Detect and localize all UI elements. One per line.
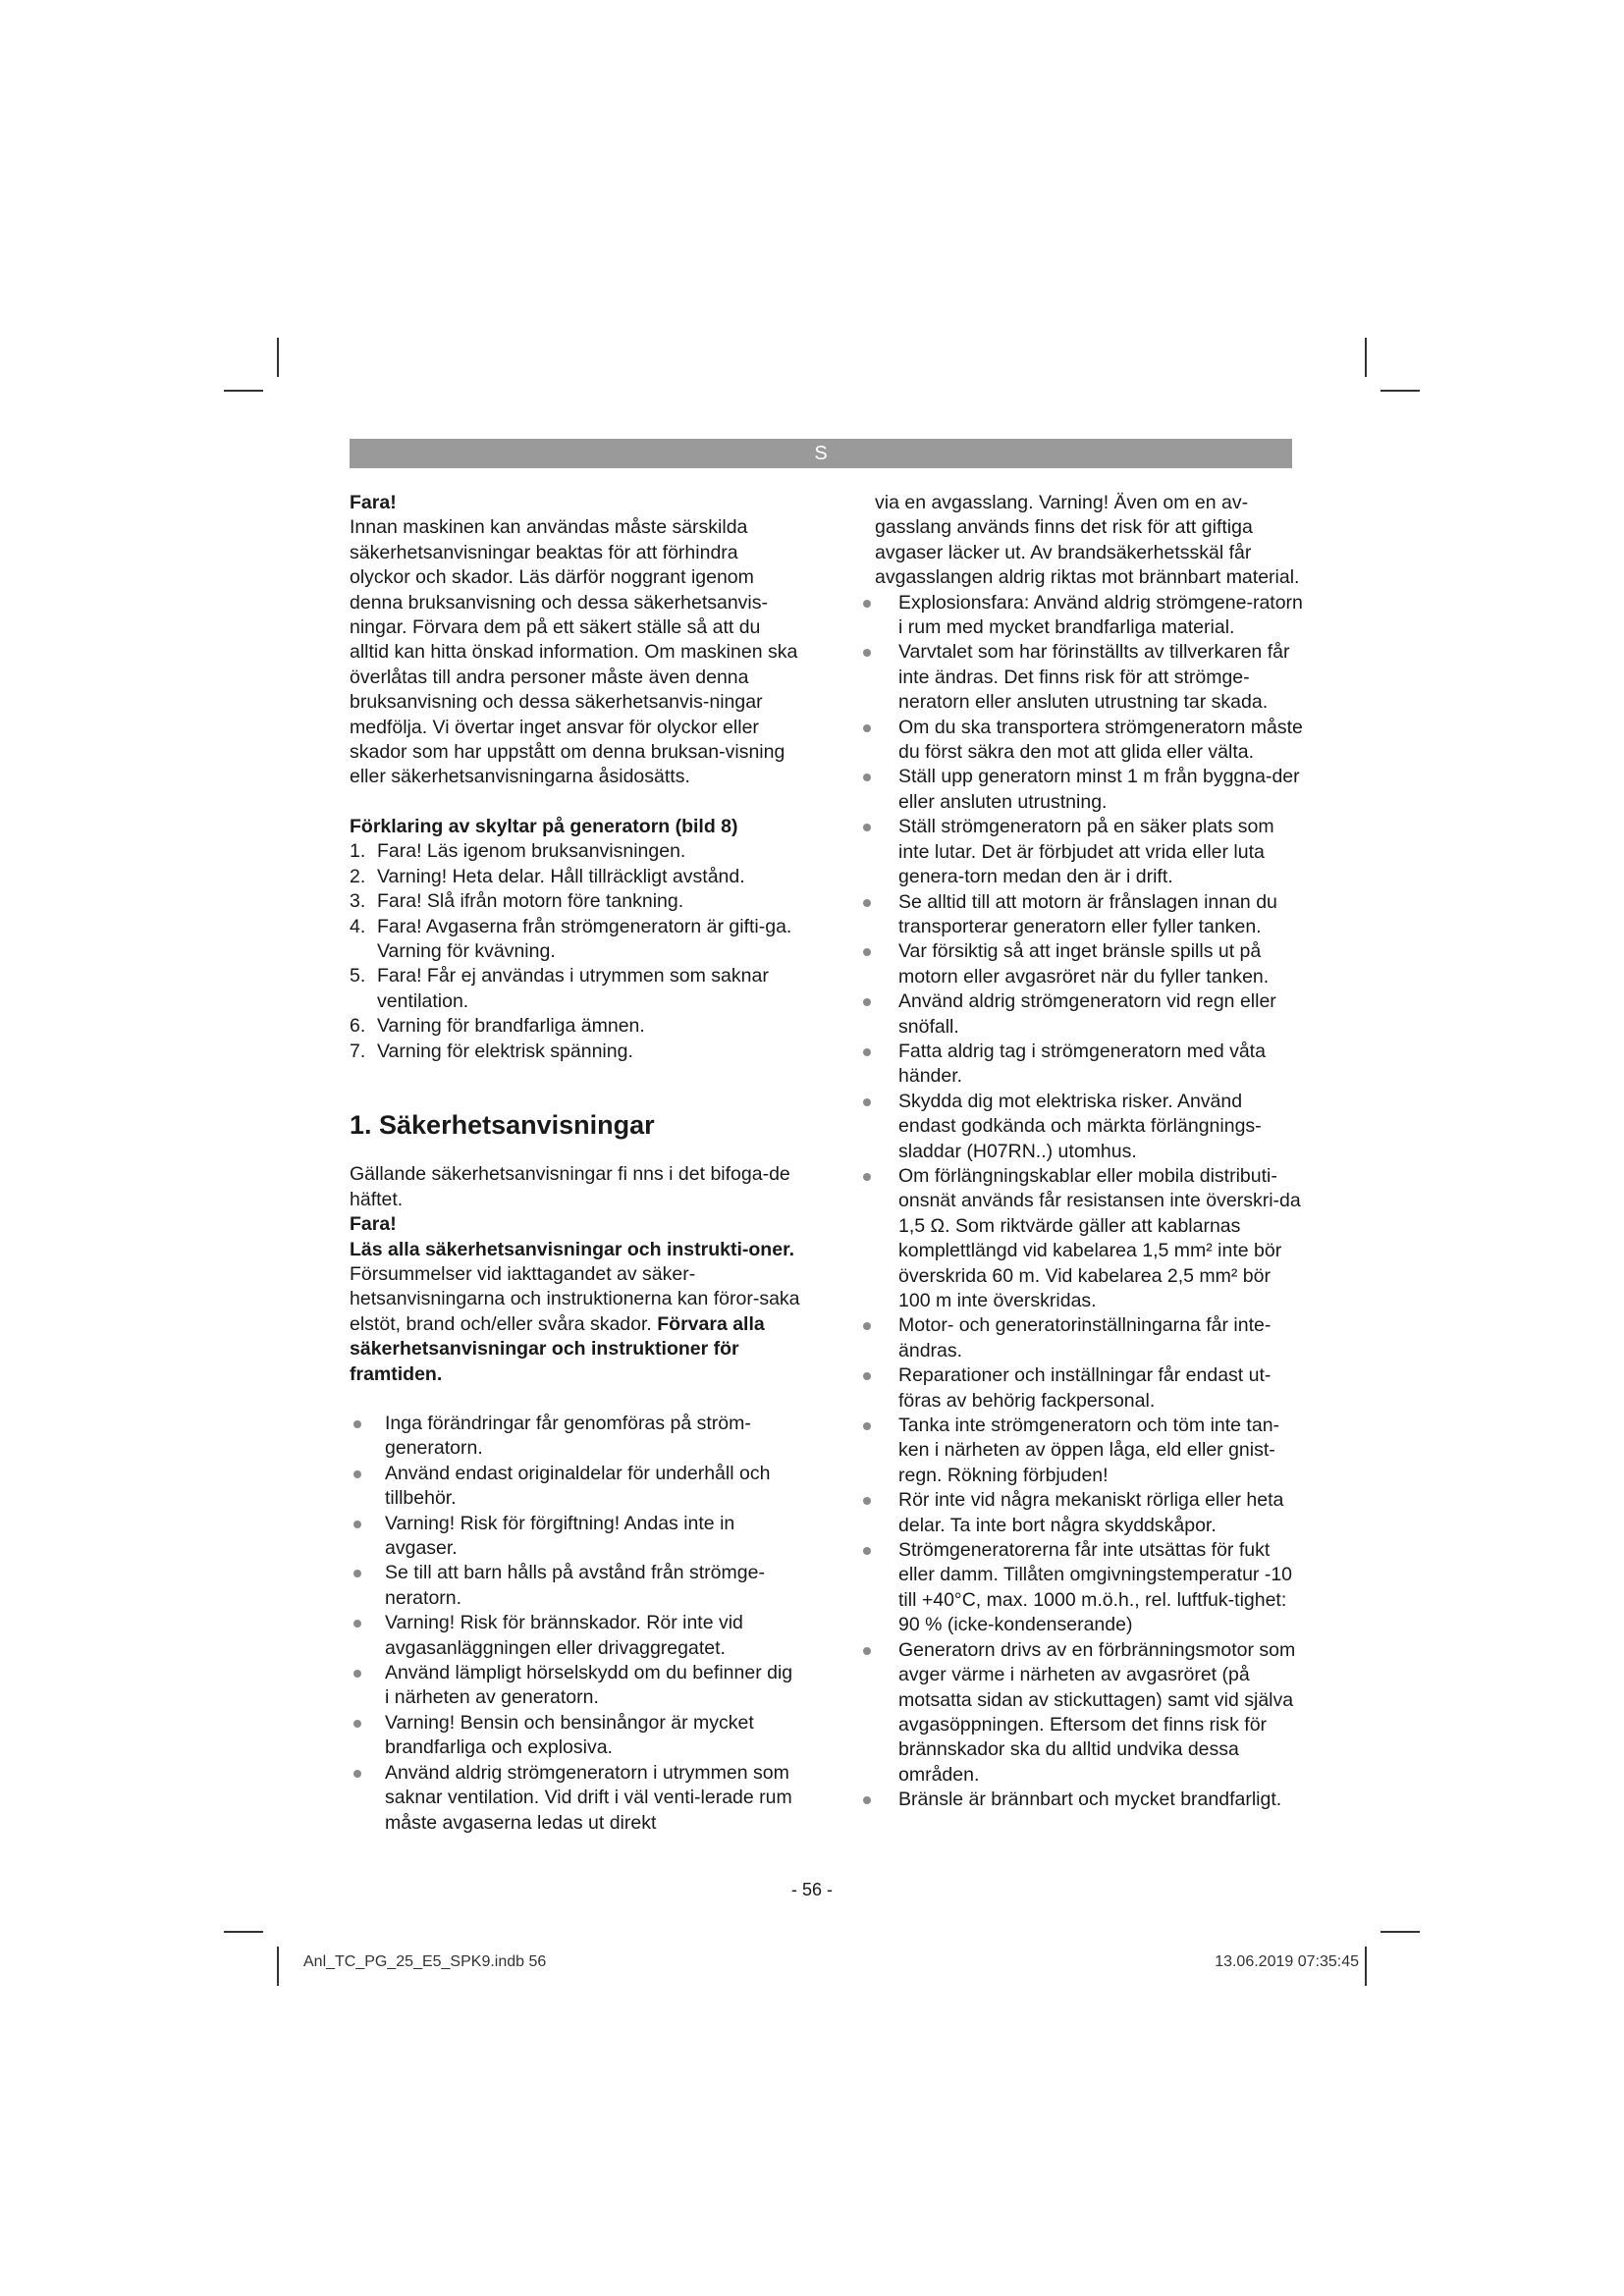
bullet-icon <box>353 1570 361 1577</box>
bullet-icon <box>353 1521 361 1528</box>
bullet-icon <box>863 1547 871 1555</box>
list-item: Generatorn drivs av en förbränningsmotor som avger värme i närheten av avgasröret (på motsatta sidan av stickuttagen) samt vid själva avgasöppningen. Eftersom det finns risk för brännskador ska du alltid undvika dessa områden. <box>861 1638 1303 1788</box>
list-item: Var försiktig så att inget bränsle spills ut på motorn eller avgasröret när du fyller tanken. <box>861 939 1303 989</box>
bullet-icon <box>353 1670 361 1678</box>
list-item: 6. Varning för brandfarliga ämnen. <box>350 1015 645 1038</box>
list-item: Varning! Risk för förgiftning! Andas inte in avgaser. <box>350 1512 801 1562</box>
list-item: Om du ska transportera strömgeneratorn måste du först säkra den mot att glida eller välta. <box>861 716 1303 766</box>
bullet-icon <box>353 1720 361 1728</box>
language-code: S <box>814 443 828 464</box>
list-item: Om förlängningskablar eller mobila distributi-onsnät används får resistansen inte överskri-da 1,5 Ω. Som riktvärde gäller att kablarnas komplettlängd vid kabelarea 1,5 mm² inte bör överskrida 60 m. Vid kabelarea 2,5 mm² bör 100 m inte överskridas. <box>861 1164 1303 1313</box>
crop-mark <box>224 1931 263 1933</box>
crop-mark <box>224 390 263 392</box>
continuation-text: via en avgasslang. Varning! Även om en av-gasslang används finns det risk för att giftiga avgaser läcker ut. Av brandsäkerhetsskäl får avgasslangen aldrig riktas mot brännbart material. <box>875 492 1300 589</box>
keep-instructions-bold: Förvara alla säkerhetsanvisningar och instruktioner för framtiden. <box>350 1312 765 1385</box>
bullet-icon <box>863 649 871 657</box>
safety-bullets-left <box>350 1412 801 1836</box>
list-item: Se alltid till att motorn är frånslagen innan du transporterar generatorn eller fyller tanken. <box>861 890 1303 940</box>
safety-bullets-right <box>861 591 1303 1813</box>
footer-datetime: 13.06.2019 07:35:45 <box>1215 1953 1359 1970</box>
bullet-icon <box>353 1770 361 1778</box>
list-item: 3. Fara! Slå ifrån motorn före tankning. <box>350 890 684 913</box>
footer-file: Anl_TC_PG_25_E5_SPK9.indb 56 <box>303 1953 547 1970</box>
list-item: 5. Fara! Får ej användas i utrymmen som saknar ventilation. <box>350 965 769 1012</box>
labels-list <box>350 839 801 1064</box>
list-item: 7. Varning för elektrisk spänning. <box>350 1040 633 1062</box>
list-item: Explosionsfara: Använd aldrig strömgene-ratorn i rum med mycket brandfarliga material. <box>861 591 1303 641</box>
section-title: 1. Säkerhetsanvisningar <box>350 1109 655 1140</box>
list-item: Se till att barn hålls på avstånd från strömge-neratorn. <box>350 1561 801 1611</box>
crop-mark <box>1365 1947 1367 1986</box>
bullet-icon <box>863 1647 871 1655</box>
crop-mark <box>277 1947 279 1986</box>
bullet-icon <box>353 1420 361 1428</box>
danger-title: Fara! <box>350 492 397 513</box>
list-item: Bränsle är brännbart och mycket brandfarligt. <box>861 1788 1303 1812</box>
bullet-icon <box>353 1620 361 1628</box>
bullet-icon <box>863 1497 871 1505</box>
crop-mark <box>1380 1931 1420 1933</box>
danger-title-2: Fara! <box>350 1213 397 1236</box>
bullet-icon <box>863 774 871 781</box>
read-all-bold: Läs alla säkerhetsanvisningar och instrukti-oner. <box>350 1238 794 1260</box>
list-item: 2. Varning! Heta delar. Håll tillräckligt avstånd. <box>350 865 745 887</box>
list-item: Ställ upp generatorn minst 1 m från byggna-der eller ansluten utrustning. <box>861 765 1303 815</box>
list-item: Inga förändringar får genomföras på ström-generatorn. <box>350 1412 801 1462</box>
crop-mark <box>277 338 279 377</box>
list-item: Motor- och generatorinställningarna får inte-ändras. <box>861 1313 1303 1363</box>
bullet-icon <box>863 1796 871 1804</box>
bullet-icon <box>353 1470 361 1478</box>
bullet-icon <box>863 1422 871 1430</box>
list-item: Använd lämpligt hörselskydd om du befinner dig i närheten av generatorn. <box>350 1661 801 1711</box>
left-column <box>350 491 801 1836</box>
read-all-text: Försummelser vid iakttagandet av säker-hetsanvisningarna och instruktionerna kan föror-saka elstöt, brand och/eller svåra skador. <box>350 1262 800 1335</box>
list-item: Varning! Bensin och bensinångor är mycket brandfarliga och explosiva. <box>350 1711 801 1761</box>
language-header-band <box>350 439 1292 468</box>
list-item: Använd aldrig strömgeneratorn i utrymmen som saknar ventilation. Vid drift i väl venti-lerade rum måste avgaserna ledas ut direkt <box>350 1761 801 1836</box>
list-item: Rör inte vid några mekaniskt rörliga eller heta delar. Ta inte bort några skyddskåpor. <box>861 1488 1303 1538</box>
right-column <box>861 491 1303 1813</box>
read-all-paragraph <box>350 1238 801 1387</box>
bullet-icon <box>863 1372 871 1380</box>
list-item: Fatta aldrig tag i strömgeneratorn med våta händer. <box>861 1040 1303 1090</box>
list-item: Använd endast originaldelar för underhåll och tillbehör. <box>350 1462 801 1512</box>
list-item: 1. Fara! Läs igenom bruksanvisningen. <box>350 840 686 863</box>
bullet-icon <box>863 1098 871 1106</box>
bullet-icon <box>863 948 871 956</box>
list-item: Använd aldrig strömgeneratorn vid regn eller snöfall. <box>861 989 1303 1040</box>
bullet-icon <box>863 1048 871 1056</box>
list-item: Varvtalet som har förinställts av tillverkaren får inte ändras. Det finns risk för att strömge-neratorn eller ansluten utrustning tar skada. <box>861 640 1303 715</box>
bullet-icon <box>863 899 871 907</box>
bullet-icon <box>863 824 871 831</box>
labels-heading: Förklaring av skyltar på generatorn (bild 8) <box>350 815 738 837</box>
list-item: Ställ strömgeneratorn på en säker plats som inte lutar. Det är förbjudet att vrida eller luta genera-torn medan den är i drift. <box>861 815 1303 889</box>
list-item: 4. Fara! Avgaserna från strömgeneratorn är gifti-ga. Varning för kvävning. <box>350 915 792 962</box>
bullet-icon <box>863 1173 871 1181</box>
bullet-icon <box>863 600 871 608</box>
list-item: Skydda dig mot elektriska risker. Använd endast godkända och märkta förlängnings-sladdar (H07RN..) utomhus. <box>861 1090 1303 1164</box>
bullet-icon <box>863 998 871 1006</box>
list-item: Tanka inte strömgeneratorn och töm inte tan-ken i närheten av öppen låga, eld eller gnist-regn. Rökning förbjuden! <box>861 1414 1303 1488</box>
list-item: Varning! Risk för brännskador. Rör inte vid avgasanläggningen eller drivaggregatet. <box>350 1611 801 1661</box>
intro-text: Gällande säkerhetsanvisningar fi nns i det bifoga-de häftet. <box>350 1163 790 1210</box>
list-item: Reparationer och inställningar får endast ut-föras av behörig fackpersonal. <box>861 1363 1303 1414</box>
crop-mark <box>1380 390 1420 392</box>
crop-mark <box>1365 338 1367 377</box>
bullet-icon <box>863 724 871 732</box>
page-number: - 56 - <box>790 1880 833 1899</box>
bullet-icon <box>863 1322 871 1330</box>
list-item: Strömgeneratorerna får inte utsättas för fukt eller damm. Tillåten omgivningstemperatur -10 till +40°C, max. 1000 m.ö.h., rel. luftfuk-tighet: 90 % (icke-kondenserande) <box>861 1538 1303 1638</box>
danger-text: Innan maskinen kan användas måste särskilda säkerhetsanvisningar beaktas för att förhindra olyckor och skador. Läs därför noggrant igenom denna bruksanvisning och dessa säkerhetsanvis-ningar. Förvara dem på ett säkert ställe så att du alltid kan hitta önskad information. Om maskinen ska överlåtas till andra personer måste även denna bruksanvisning och dessa säkerhetsanvis-ningar medfölja. Vi övertar inget ansvar för olyckor eller skador som har uppstått om denna bruksan-visning eller säkerhetsanvisningarna åsidosätts. <box>350 516 798 788</box>
